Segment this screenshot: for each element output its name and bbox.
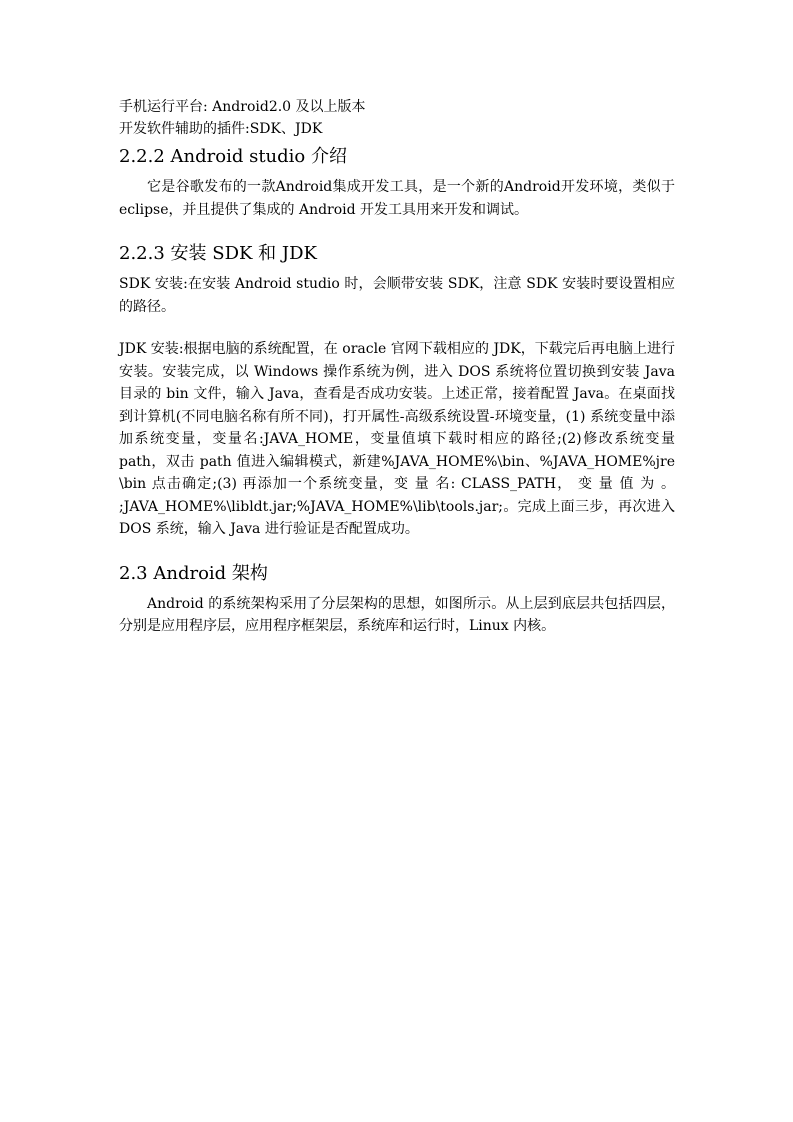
jdk-install-paragraph: JDK 安装:根据电脑的系统配置，在 oracle 官网下载相应的 JDK，下载完后再电脑上进行安装。安装完成，以 Windows 操作系统为例，进入 DOS 系统将位置切换到安装 Java 目录的 bin 文件，输入 Java，查看是否成功安装。上述正常，接着配置 Java。在桌面找到计算机(不同电脑名称有所不同)，打开属性-高级系统设置-环境变量，(1) 系统变量中添加系统变量，变量名:JAVA_HOME，变量值填下载时相应的路径;(2)修改系统变量 path，双击 path 值进入编辑模式，新建%JAVA_HOME%\bin、%JAVA_HOME%jre \bin 点击确定;(3) 再添加一个系统变量，变 量 名: CLASS_PATH， 变 量 值 为 。 ;JAVA_HOME%\libldt.jar;%JAVA_HOME%\lib\tools.jar;。完成上面三步，再次进入 DOS 系统，输入 Java 进行验证是否配置成功。 — [119, 341, 675, 537]
heading-2-2-2: 2.2.2 Android studio 介绍 — [119, 146, 347, 167]
document-page — [119, 96, 675, 638]
sdk-install-paragraph: SDK 安装:在安装 Android studio 时，会顺带安装 SDK，注意 SDK 安装时要设置相应的路径。 — [119, 276, 675, 315]
android-architecture-paragraph: Android 的系统架构采用了分层架构的思想，如图所示。从上层到底层共包括四层，分别是应用程序层，应用程序框架层，系统库和运行时，Linux 内核。 — [119, 595, 675, 634]
plugin-line: 开发软件辅助的插件:SDK、JDK — [119, 121, 323, 137]
platform-line: 手机运行平台: Android2.0 及以上版本 — [119, 99, 366, 115]
heading-2-2-3: 2.2.3 安装 SDK 和 JDK — [119, 243, 317, 264]
heading-2-3: 2.3 Android 架构 — [119, 562, 268, 584]
android-studio-intro-paragraph: 它是谷歌发布的一款Android集成开发工具，是一个新的Android开发环境，类似于 eclipse，并且提供了集成的 Android 开发工具用来开发和调试。 — [119, 179, 675, 218]
